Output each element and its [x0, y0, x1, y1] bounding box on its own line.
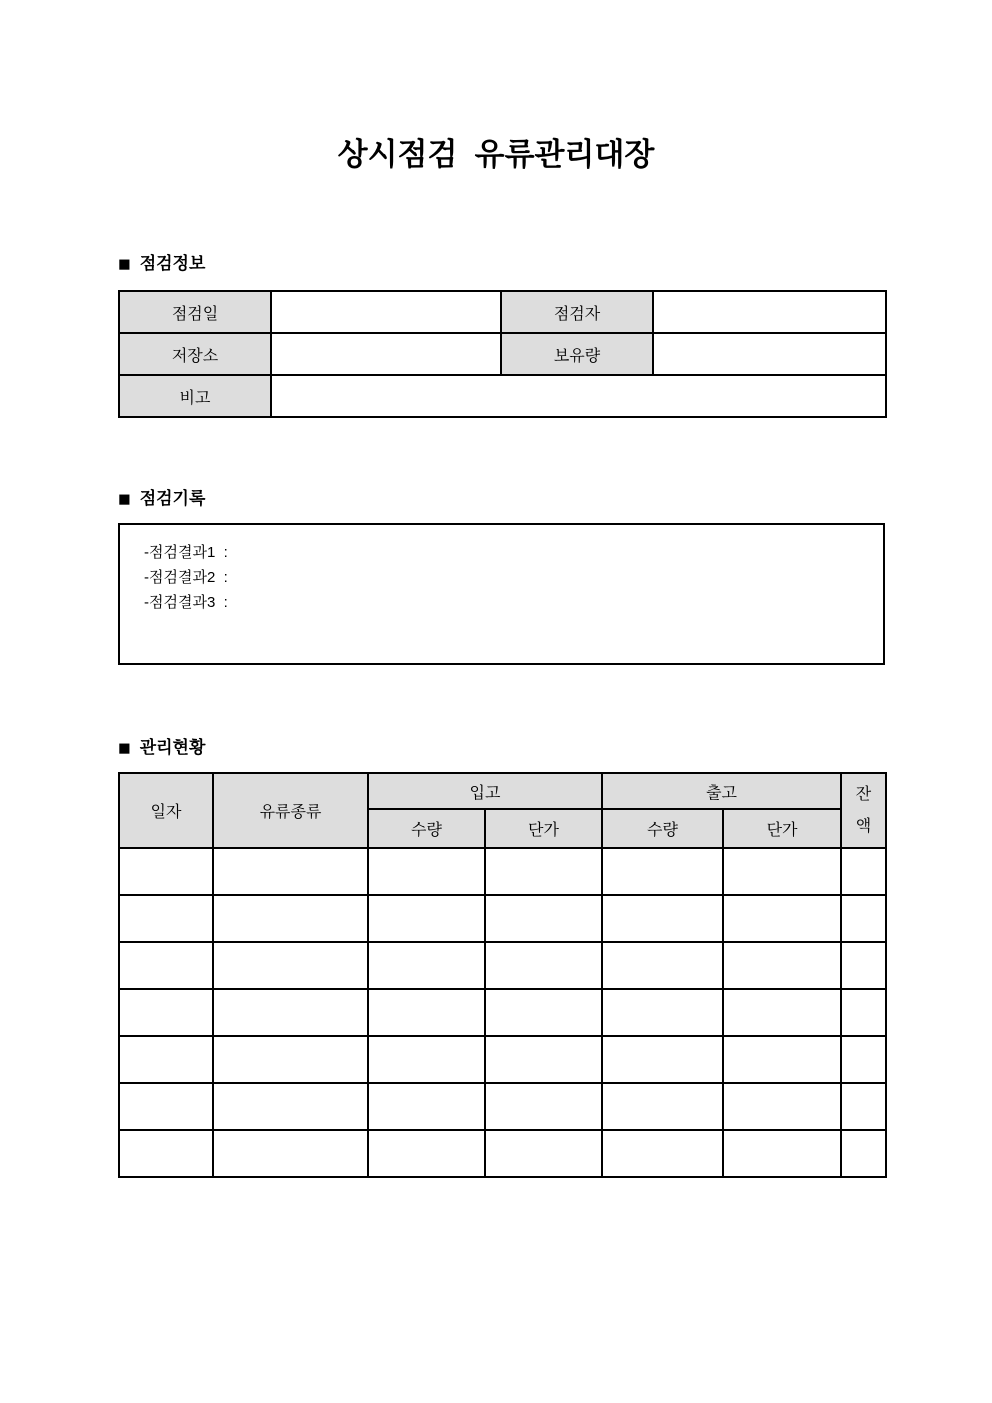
col-header-outbound: 출고: [602, 773, 841, 809]
ledger-cell[interactable]: [602, 1083, 723, 1130]
value-storage[interactable]: [271, 333, 501, 375]
ledger-cell[interactable]: [119, 1083, 213, 1130]
ledger-cell[interactable]: [485, 895, 602, 942]
ledger-cell[interactable]: [119, 942, 213, 989]
ledger-cell[interactable]: [602, 1036, 723, 1083]
value-holding-qty[interactable]: [653, 333, 886, 375]
ledger-cell[interactable]: [213, 895, 368, 942]
col-header-oil-type: 유류종류: [213, 773, 368, 848]
col-header-inbound: 입고: [368, 773, 602, 809]
value-inspector[interactable]: [653, 291, 886, 333]
ledger-cell[interactable]: [723, 895, 841, 942]
ledger-cell[interactable]: [723, 1036, 841, 1083]
label-inspector: 점검자: [501, 291, 653, 333]
ledger-cell[interactable]: [723, 1083, 841, 1130]
label-remarks: 비고: [119, 375, 271, 417]
ledger-cell[interactable]: [485, 1083, 602, 1130]
ledger-cell[interactable]: [368, 989, 485, 1036]
section-heading-management-status: [118, 738, 205, 758]
record-line-3: -점검결과3 :: [144, 594, 228, 611]
info-row-2: [119, 333, 886, 375]
ledger-cell[interactable]: [213, 942, 368, 989]
col-header-date: 일자: [119, 773, 213, 848]
section-heading-inspection-info: [118, 254, 205, 274]
record-line-1: -점검결과1 :: [144, 544, 228, 561]
label-inspection-date: 점검일: [119, 291, 271, 333]
ledger-body: [119, 848, 886, 1177]
section-title-inspection-record: 점검기록: [139, 489, 206, 508]
ledger-cell[interactable]: [119, 1036, 213, 1083]
ledger-cell[interactable]: [602, 895, 723, 942]
ledger-cell[interactable]: [213, 848, 368, 895]
ledger-cell[interactable]: [485, 989, 602, 1036]
ledger-cell[interactable]: [368, 895, 485, 942]
value-inspection-date[interactable]: [271, 291, 501, 333]
ledger-cell[interactable]: [119, 1130, 213, 1177]
label-holding-qty: 보유량: [501, 333, 653, 375]
ledger-cell[interactable]: [602, 848, 723, 895]
ledger-cell[interactable]: [723, 848, 841, 895]
ledger-cell[interactable]: [841, 848, 886, 895]
ledger-cell[interactable]: [485, 942, 602, 989]
ledger-cell[interactable]: [841, 942, 886, 989]
col-header-inbound-quantity: 수량: [368, 809, 485, 848]
section-marker-icon: ■: [118, 487, 131, 511]
col-header-outbound-quantity: 수량: [602, 809, 723, 848]
col-header-outbound-unit-price: 단가: [723, 809, 841, 848]
ledger-cell[interactable]: [213, 989, 368, 1036]
info-row-1: [119, 291, 886, 333]
ledger-row: [119, 895, 886, 942]
ledger-cell[interactable]: [368, 848, 485, 895]
ledger-cell[interactable]: [213, 1036, 368, 1083]
section-marker-icon: ■: [118, 252, 131, 276]
ledger-cell[interactable]: [368, 1130, 485, 1177]
ledger-row: [119, 1036, 886, 1083]
ledger-cell[interactable]: [119, 895, 213, 942]
ledger-cell[interactable]: [368, 1036, 485, 1083]
ledger-cell[interactable]: [213, 1130, 368, 1177]
section-marker-icon: ■: [118, 736, 131, 760]
ledger-cell[interactable]: [841, 895, 886, 942]
value-remarks[interactable]: [271, 375, 886, 417]
ledger-header-row-1: [119, 773, 886, 809]
ledger-row: [119, 1130, 886, 1177]
section-title-management-status: 관리현황: [139, 738, 206, 757]
ledger-cell[interactable]: [119, 848, 213, 895]
ledger-cell[interactable]: [841, 1036, 886, 1083]
ledger-cell[interactable]: [119, 989, 213, 1036]
ledger-cell[interactable]: [723, 942, 841, 989]
ledger-row: [119, 942, 886, 989]
col-header-balance: [841, 773, 886, 848]
ledger-row: [119, 989, 886, 1036]
ledger-cell[interactable]: [841, 1130, 886, 1177]
ledger-cell[interactable]: [723, 989, 841, 1036]
record-line-2: -점검결과2 :: [144, 569, 228, 586]
ledger-cell[interactable]: [841, 1083, 886, 1130]
ledger-cell[interactable]: [723, 1130, 841, 1177]
col-header-inbound-unit-price: 단가: [485, 809, 602, 848]
ledger-cell[interactable]: [602, 942, 723, 989]
section-heading-inspection-record: [118, 489, 205, 509]
ledger-cell[interactable]: [368, 1083, 485, 1130]
inspection-info-table: [118, 290, 887, 418]
ledger-cell[interactable]: [485, 848, 602, 895]
ledger-cell[interactable]: [841, 989, 886, 1036]
ledger-row: [119, 848, 886, 895]
document-title: 상시점검 유류관리대장: [337, 137, 655, 172]
ledger-row: [119, 1083, 886, 1130]
ledger-cell[interactable]: [485, 1036, 602, 1083]
ledger-cell[interactable]: [485, 1130, 602, 1177]
ledger-cell[interactable]: [213, 1083, 368, 1130]
ledger-cell[interactable]: [602, 989, 723, 1036]
section-title-inspection-info: 점검정보: [139, 254, 206, 273]
ledger-cell[interactable]: [602, 1130, 723, 1177]
ledger-cell[interactable]: [368, 942, 485, 989]
inspection-record-box[interactable]: [118, 523, 885, 665]
col-header-balance-text: 잔액: [855, 785, 872, 835]
management-ledger-table: [118, 772, 887, 1178]
label-storage: 저장소: [119, 333, 271, 375]
info-row-3: [119, 375, 886, 417]
